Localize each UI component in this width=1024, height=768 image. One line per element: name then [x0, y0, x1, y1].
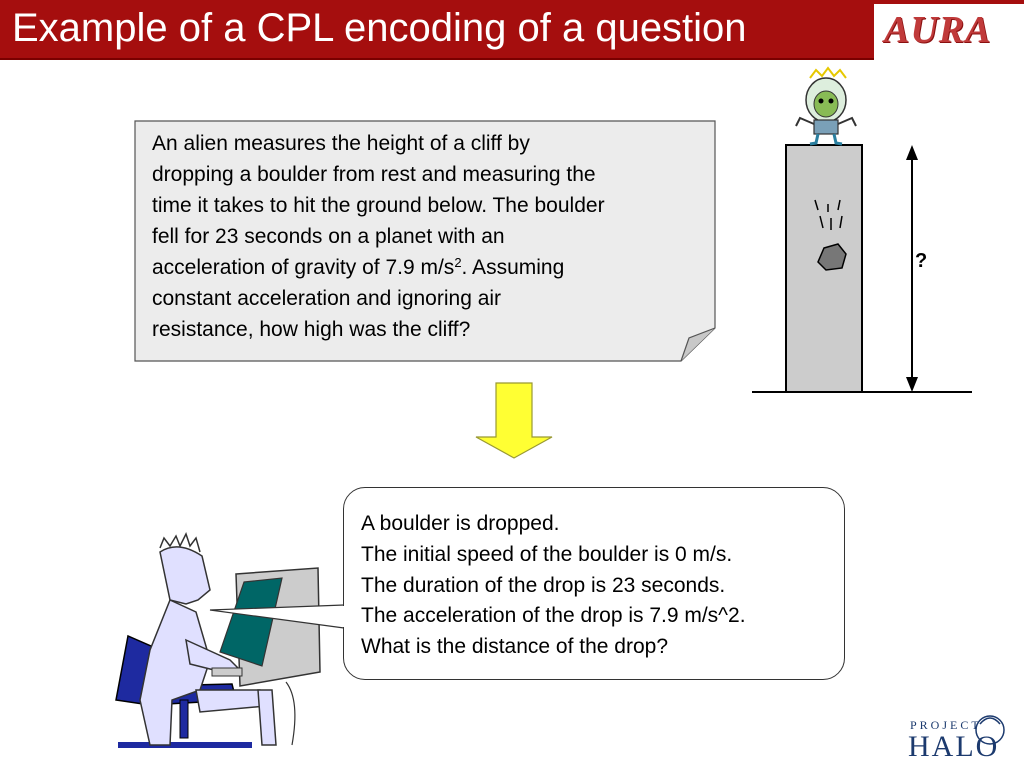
- question-line-part: acceleration of gravity of 7.9 m/s: [152, 256, 455, 279]
- cliff-illustration: [752, 145, 972, 392]
- question-line-part: . Assuming: [461, 256, 565, 279]
- alien-icon: [796, 68, 856, 144]
- title-bar: [0, 0, 1024, 60]
- halo-logo-small-text: PROJECT: [910, 718, 982, 732]
- halo-logo-big-text: HALO: [908, 730, 1000, 763]
- question-line: resistance, how high was the cliff?: [152, 318, 471, 341]
- cpl-line: What is the distance of the drop?: [361, 635, 669, 658]
- question-line: An alien measures the height of a cliff by: [152, 132, 530, 155]
- cpl-line: A boulder is dropped.: [361, 512, 560, 535]
- cliff-rect: [786, 145, 862, 392]
- speech-tail: [210, 605, 344, 628]
- unknown-height-label: ?: [915, 250, 928, 272]
- question-line: [152, 252, 708, 283]
- question-line: constant acceleration and ignoring air: [152, 287, 502, 310]
- down-arrow-icon: [476, 383, 552, 458]
- superscript: 2: [454, 255, 462, 270]
- question-line: dropping a boulder from rest and measuring the: [152, 163, 596, 186]
- boulder-icon: [815, 200, 846, 270]
- cpl-line: The acceleration of the drop is 7.9 m/s^2.: [361, 604, 746, 627]
- cpl-line: The duration of the drop is 23 seconds.: [361, 574, 726, 597]
- slide-title: Example of a CPL encoding of a question: [12, 6, 747, 50]
- computer-icon: [212, 568, 320, 745]
- aura-logo-text: AURA: [884, 9, 992, 51]
- chair-icon: [116, 636, 252, 745]
- aura-logo: [874, 4, 1024, 60]
- question-line: time it takes to hit the ground below. The boulder: [152, 194, 605, 217]
- person-icon: [140, 534, 276, 745]
- question-text: [152, 128, 708, 345]
- cpl-line: The initial speed of the boulder is 0 m/s.: [361, 543, 733, 566]
- question-line: fell for 23 seconds on a planet with an: [152, 225, 505, 248]
- person-at-computer-illustration: [116, 534, 320, 745]
